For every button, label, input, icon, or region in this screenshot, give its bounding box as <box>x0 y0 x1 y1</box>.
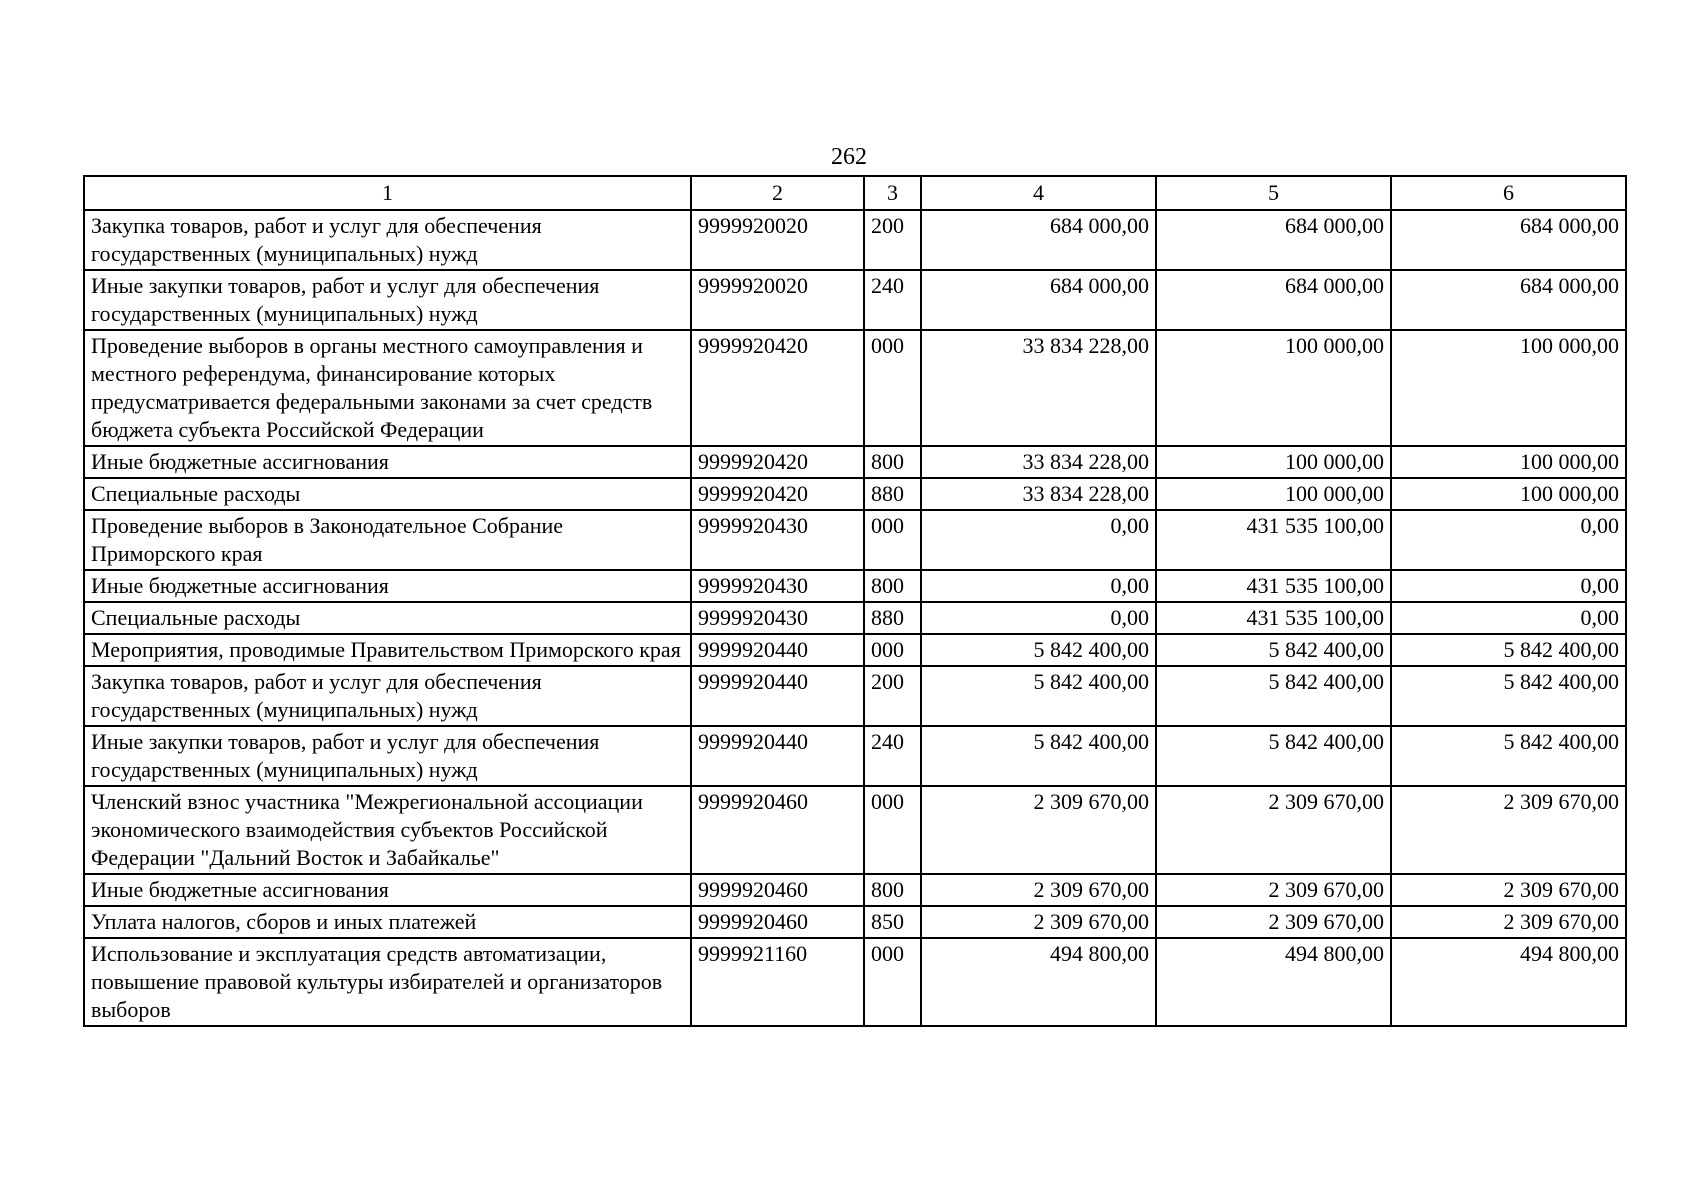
row-expense-type: 800 <box>864 570 921 602</box>
row-expense-type: 880 <box>864 478 921 510</box>
row-amount-col4: 5 842 400,00 <box>921 634 1156 666</box>
row-name: Проведение выборов в органы местного самоуправления и местного референдума, финансирование которых предусматривается федеральными законами за счет средств бюджета субъекта Российской Федерации <box>84 330 691 446</box>
row-expense-type: 240 <box>864 270 921 330</box>
row-amount-col5: 100 000,00 <box>1156 478 1391 510</box>
row-name: Иные бюджетные ассигнования <box>84 446 691 478</box>
table-row <box>84 666 1626 726</box>
row-amount-col5: 684 000,00 <box>1156 210 1391 270</box>
row-name: Использование и эксплуатация средств автоматизации, повышение правовой культуры избирателей и организаторов выборов <box>84 938 691 1026</box>
row-amount-col6: 0,00 <box>1391 602 1626 634</box>
row-name: Иные бюджетные ассигнования <box>84 874 691 906</box>
table-row <box>84 210 1626 270</box>
row-amount-col4: 33 834 228,00 <box>921 478 1156 510</box>
row-expense-type: 800 <box>864 446 921 478</box>
table-row <box>84 786 1626 874</box>
row-expense-type: 880 <box>864 602 921 634</box>
row-target-code: 9999920460 <box>691 786 864 874</box>
row-amount-col5: 5 842 400,00 <box>1156 666 1391 726</box>
row-target-code: 9999920440 <box>691 634 864 666</box>
column-header: 6 <box>1391 176 1626 210</box>
row-name: Специальные расходы <box>84 602 691 634</box>
row-name: Закупка товаров, работ и услуг для обеспечения государственных (муниципальных) нужд <box>84 666 691 726</box>
column-header: 5 <box>1156 176 1391 210</box>
row-amount-col6: 5 842 400,00 <box>1391 634 1626 666</box>
row-amount-col4: 2 309 670,00 <box>921 786 1156 874</box>
row-amount-col4: 2 309 670,00 <box>921 874 1156 906</box>
row-name: Проведение выборов в Законодательное Собрание Приморского края <box>84 510 691 570</box>
row-amount-col4: 5 842 400,00 <box>921 666 1156 726</box>
row-amount-col6: 100 000,00 <box>1391 446 1626 478</box>
row-amount-col4: 684 000,00 <box>921 210 1156 270</box>
row-amount-col6: 2 309 670,00 <box>1391 786 1626 874</box>
table-row <box>84 478 1626 510</box>
row-expense-type: 000 <box>864 938 921 1026</box>
table-row <box>84 874 1626 906</box>
row-amount-col6: 684 000,00 <box>1391 270 1626 330</box>
row-amount-col5: 2 309 670,00 <box>1156 786 1391 874</box>
row-amount-col6: 0,00 <box>1391 570 1626 602</box>
table-row <box>84 938 1626 1026</box>
row-amount-col4: 684 000,00 <box>921 270 1156 330</box>
table-row <box>84 270 1626 330</box>
row-name: Иные закупки товаров, работ и услуг для обеспечения государственных (муниципальных) нужд <box>84 270 691 330</box>
row-amount-col6: 684 000,00 <box>1391 210 1626 270</box>
row-target-code: 9999920440 <box>691 726 864 786</box>
row-amount-col5: 2 309 670,00 <box>1156 906 1391 938</box>
row-target-code: 9999920460 <box>691 874 864 906</box>
row-expense-type: 000 <box>864 634 921 666</box>
row-expense-type: 200 <box>864 666 921 726</box>
row-amount-col5: 431 535 100,00 <box>1156 602 1391 634</box>
row-amount-col5: 5 842 400,00 <box>1156 634 1391 666</box>
row-name: Членский взнос участника "Межрегиональной ассоциации экономического взаимодействия субъектов Российской Федерации "Дальний Восток и Забайкалье" <box>84 786 691 874</box>
table-row <box>84 726 1626 786</box>
row-amount-col5: 100 000,00 <box>1156 330 1391 446</box>
row-amount-col5: 431 535 100,00 <box>1156 510 1391 570</box>
table-body <box>84 210 1626 1026</box>
row-target-code: 9999921160 <box>691 938 864 1026</box>
column-header: 2 <box>691 176 864 210</box>
row-amount-col5: 494 800,00 <box>1156 938 1391 1026</box>
row-amount-col6: 5 842 400,00 <box>1391 726 1626 786</box>
row-expense-type: 000 <box>864 330 921 446</box>
table-row <box>84 906 1626 938</box>
row-name: Уплата налогов, сборов и иных платежей <box>84 906 691 938</box>
row-amount-col4: 2 309 670,00 <box>921 906 1156 938</box>
row-amount-col6: 494 800,00 <box>1391 938 1626 1026</box>
page-number: 262 <box>831 144 867 170</box>
row-amount-col6: 2 309 670,00 <box>1391 906 1626 938</box>
row-name: Мероприятия, проводимые Правительством Приморского края <box>84 634 691 666</box>
table-row <box>84 330 1626 446</box>
row-target-code: 9999920020 <box>691 270 864 330</box>
row-name: Иные закупки товаров, работ и услуг для обеспечения государственных (муниципальных) нужд <box>84 726 691 786</box>
table-row <box>84 602 1626 634</box>
row-expense-type: 200 <box>864 210 921 270</box>
row-amount-col4: 494 800,00 <box>921 938 1156 1026</box>
row-amount-col6: 5 842 400,00 <box>1391 666 1626 726</box>
row-expense-type: 240 <box>864 726 921 786</box>
row-target-code: 9999920440 <box>691 666 864 726</box>
row-target-code: 9999920420 <box>691 330 864 446</box>
row-name: Иные бюджетные ассигнования <box>84 570 691 602</box>
table-row <box>84 446 1626 478</box>
row-name: Специальные расходы <box>84 478 691 510</box>
column-header: 3 <box>864 176 921 210</box>
row-expense-type: 850 <box>864 906 921 938</box>
row-expense-type: 800 <box>864 874 921 906</box>
row-amount-col5: 431 535 100,00 <box>1156 570 1391 602</box>
row-amount-col4: 33 834 228,00 <box>921 446 1156 478</box>
row-target-code: 9999920020 <box>691 210 864 270</box>
row-expense-type: 000 <box>864 510 921 570</box>
table-row <box>84 510 1626 570</box>
table-row <box>84 570 1626 602</box>
budget-table <box>83 175 1627 1027</box>
row-target-code: 9999920420 <box>691 446 864 478</box>
row-amount-col6: 100 000,00 <box>1391 478 1626 510</box>
row-amount-col4: 0,00 <box>921 602 1156 634</box>
row-amount-col6: 0,00 <box>1391 510 1626 570</box>
row-amount-col5: 684 000,00 <box>1156 270 1391 330</box>
row-amount-col5: 5 842 400,00 <box>1156 726 1391 786</box>
row-amount-col4: 0,00 <box>921 570 1156 602</box>
row-target-code: 9999920430 <box>691 602 864 634</box>
header-row <box>84 176 1626 210</box>
row-target-code: 9999920460 <box>691 906 864 938</box>
column-header: 4 <box>921 176 1156 210</box>
row-amount-col6: 100 000,00 <box>1391 330 1626 446</box>
row-target-code: 9999920420 <box>691 478 864 510</box>
row-target-code: 9999920430 <box>691 510 864 570</box>
table-row <box>84 634 1626 666</box>
row-amount-col5: 2 309 670,00 <box>1156 874 1391 906</box>
row-amount-col4: 33 834 228,00 <box>921 330 1156 446</box>
column-header: 1 <box>84 176 691 210</box>
row-name: Закупка товаров, работ и услуг для обеспечения государственных (муниципальных) нужд <box>84 210 691 270</box>
row-target-code: 9999920430 <box>691 570 864 602</box>
row-amount-col4: 0,00 <box>921 510 1156 570</box>
row-expense-type: 000 <box>864 786 921 874</box>
row-amount-col6: 2 309 670,00 <box>1391 874 1626 906</box>
row-amount-col5: 100 000,00 <box>1156 446 1391 478</box>
row-amount-col4: 5 842 400,00 <box>921 726 1156 786</box>
